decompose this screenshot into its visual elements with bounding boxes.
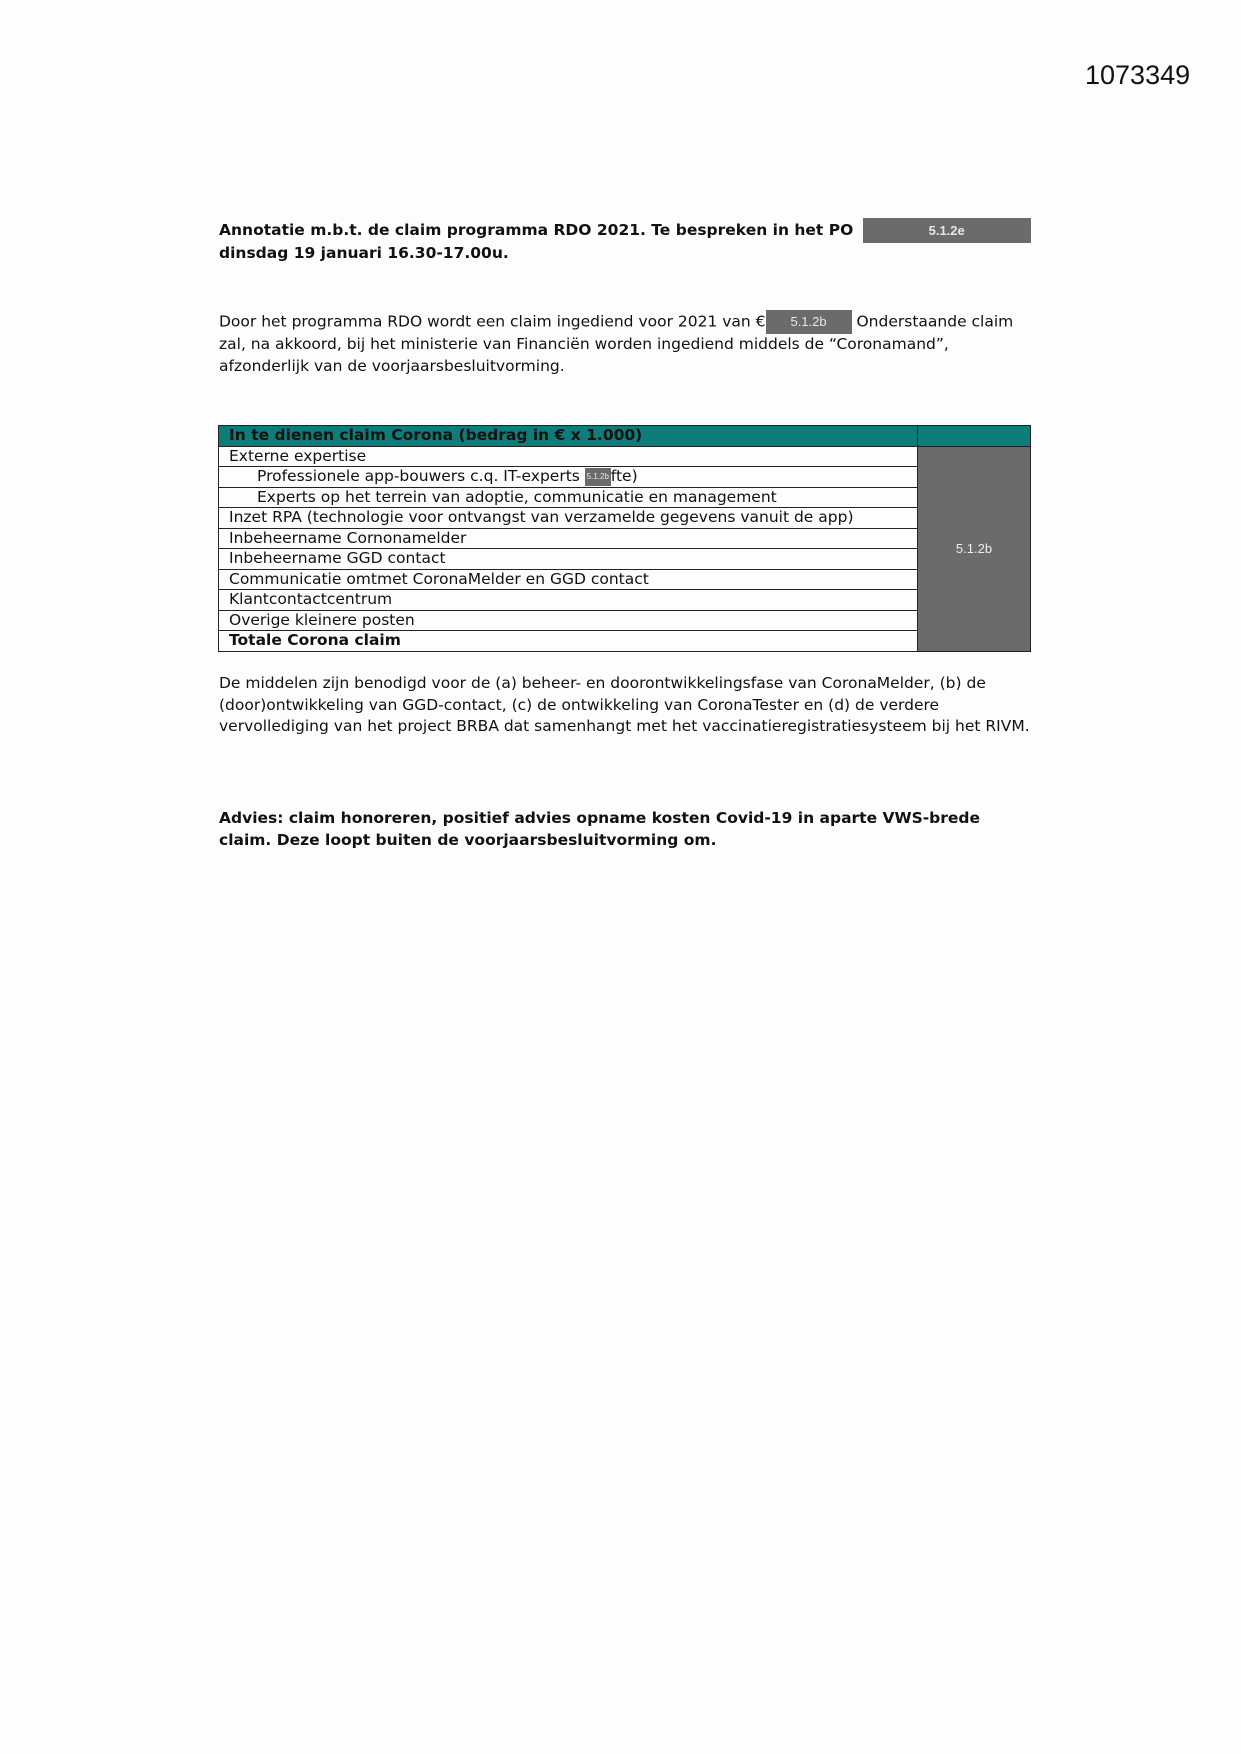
intro-text-1: Door het programma RDO wordt een claim ingediend voor 2021 van € [219, 312, 766, 331]
row-label: Experts op het terrein van adoptie, communicatie en management [219, 487, 918, 508]
row-label: Inbeheername Cornonamelder [219, 528, 918, 549]
title-line1: Annotatie m.b.t. de claim programma RDO 2021. Te bespreken in het PO [219, 221, 854, 239]
row-label: Totale Corona claim [219, 631, 918, 652]
row-label: Inbeheername GGD contact [219, 549, 918, 570]
table-row [219, 549, 1031, 570]
table-header: In te dienen claim Corona (bedrag in € x 1.000) [219, 426, 918, 447]
table-row [219, 528, 1031, 549]
table-row [219, 508, 1031, 529]
row-label: Communicatie omtmet CoronaMelder en GGD contact [219, 569, 918, 590]
row-suffix: fte) [610, 467, 638, 486]
table-row [219, 446, 1031, 467]
row-label: Overige kleinere posten [219, 610, 918, 631]
redaction-box: 5.1.2b [766, 310, 852, 334]
row-label [219, 467, 918, 488]
claim-table [218, 425, 1031, 652]
table-row [219, 487, 1031, 508]
header-value-cell [918, 426, 1031, 447]
table-total-row [219, 631, 1031, 652]
table-row [219, 590, 1031, 611]
document-title [219, 218, 1049, 265]
intro-paragraph [219, 310, 1019, 377]
row-label: Klantcontactcentrum [219, 590, 918, 611]
table-row [219, 569, 1031, 590]
redaction-box: 5.1.2b [585, 468, 611, 486]
row-label: Inzet RPA (technologie voor ontvangst van verzamelde gegevens vanuit de app) [219, 508, 918, 529]
redaction-box: 5.1.2e [863, 218, 1031, 243]
body-paragraph: De middelen zijn benodigd voor de (a) beheer- en doorontwikkelingsfase van CoronaMelder, (b) de (door)ontwikkeling van GGD-contact, (c) de ontwikkeling van CoronaTester en (d) de verdere vervollediging van het project BRBA dat samenhangt met het vaccinatieregistratiesysteem bij het RIVM. [219, 674, 1030, 735]
intro-text-2: Onderstaande claim zal, na akkoord, bij het ministerie van Financiën worden ingediend middels de “Coronamand”, afzonderlijk van de voorjaarsbesluitvorming. [219, 312, 1014, 375]
row-label: Externe expertise [219, 446, 918, 467]
redaction-box: 5.1.2b [918, 446, 1031, 651]
title-line2: dinsdag 19 januari 16.30-17.00u. [219, 244, 509, 262]
advice-paragraph: Advies: claim honoreren, positief advies opname kosten Covid-19 in aparte VWS-brede claim. Deze loopt buiten de voorjaarsbesluitvorming om. [219, 809, 981, 849]
table-header-row [219, 426, 1031, 447]
row-label-text: Professionele app-bouwers c.q. IT-experts [257, 467, 580, 486]
document-number: 1073349 [1085, 60, 1191, 90]
table-row [219, 610, 1031, 631]
table-row [219, 467, 1031, 488]
